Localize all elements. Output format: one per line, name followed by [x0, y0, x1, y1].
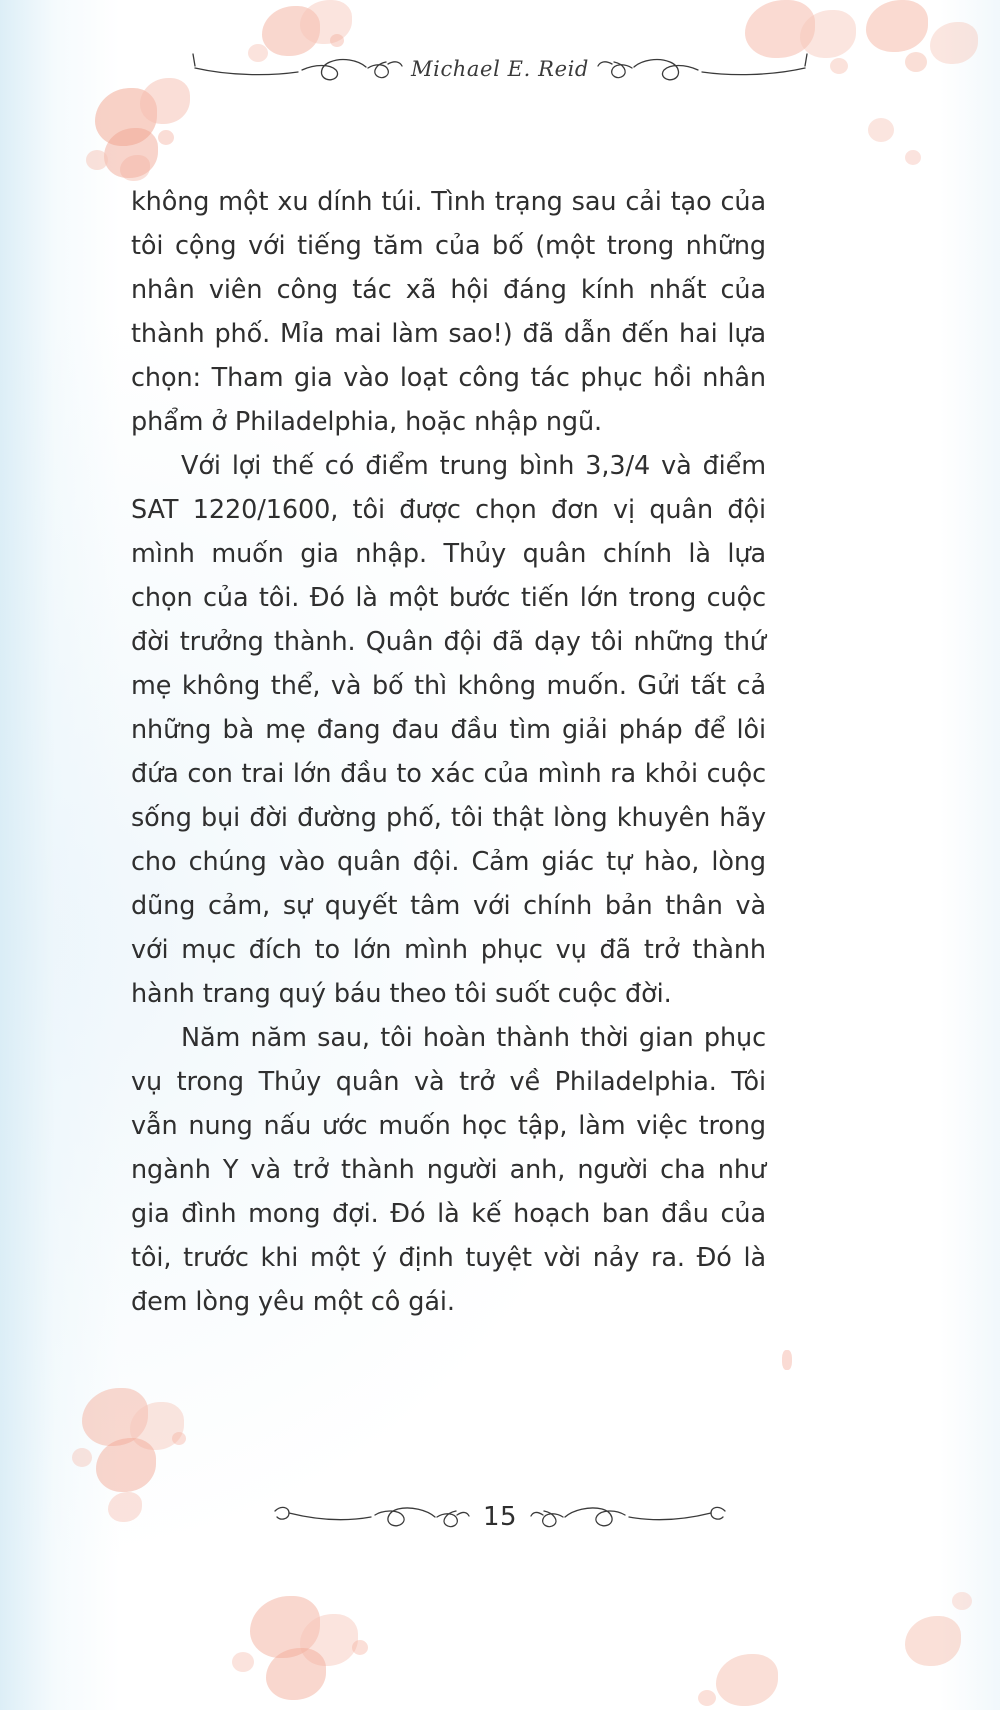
paragraph-3: Năm năm sau, tôi hoàn thành thời gian phục vụ trong Thủy quân và trở về Philadelphia. Tôi vẫn nung nấu ước muốn học tập, làm việc trong ngành Y và trở thành người anh, người cha như gia đình mong đợi. Đó là kế hoạch ban đầu của tôi, trước khi một ý định tuyệt vời nảy ra. Đó là đem lòng yêu một cô gái. [131, 1023, 766, 1317]
header-flourish-left-icon [190, 46, 405, 92]
body-text [131, 180, 766, 1324]
left-color-wash [0, 0, 120, 1710]
author-name: Michael E. Reid [411, 57, 589, 81]
header-flourish-right-icon [595, 46, 810, 92]
page-number: 15 [482, 1502, 518, 1532]
paragraph-2: Với lợi thế có điểm trung bình 3,3/4 và điểm SAT 1220/1600, tôi được chọn đơn vị quân đội mình muốn gia nhập. Thủy quân chính là lựa chọn của tôi. Đó là một bước tiến lớn trong cuộc đời trưởng thành. Quân đội đã dạy tôi những thứ mẹ không thể, và bố thì không muốn. Gửi tất cả những bà mẹ đang đau đầu tìm giải pháp để lôi đứa con trai lớn đầu to xác của mình ra khỏi cuộc sống bụi đời đường phố, tôi thật lòng khuyên hãy cho chúng vào quân đội. Cảm giác tự hào, lòng dũng cảm, sự quyết tâm với chính bản thân và với mục đích to lớn mình phục vụ đã trở thành hành trang quý báu theo tôi suốt cuộc đời. [131, 451, 766, 1009]
page-header [0, 38, 1000, 100]
footer-flourish-right-icon [529, 1497, 729, 1537]
paragraph-1: không một xu dính túi. Tình trạng sau cải tạo của tôi cộng với tiếng tăm của bố (một trong những nhân viên công tác xã hội đáng kính nhất của thành phố. Mỉa mai làm sao!) đã dẫn đến hai lựa chọn: Tham gia vào loạt công tác phục hồi nhân phẩm ở Philadelphia, hoặc nhập ngũ. [131, 187, 766, 437]
right-color-wash [940, 0, 1000, 1710]
page-footer [0, 1494, 1000, 1540]
footer-flourish-left-icon [271, 1497, 471, 1537]
